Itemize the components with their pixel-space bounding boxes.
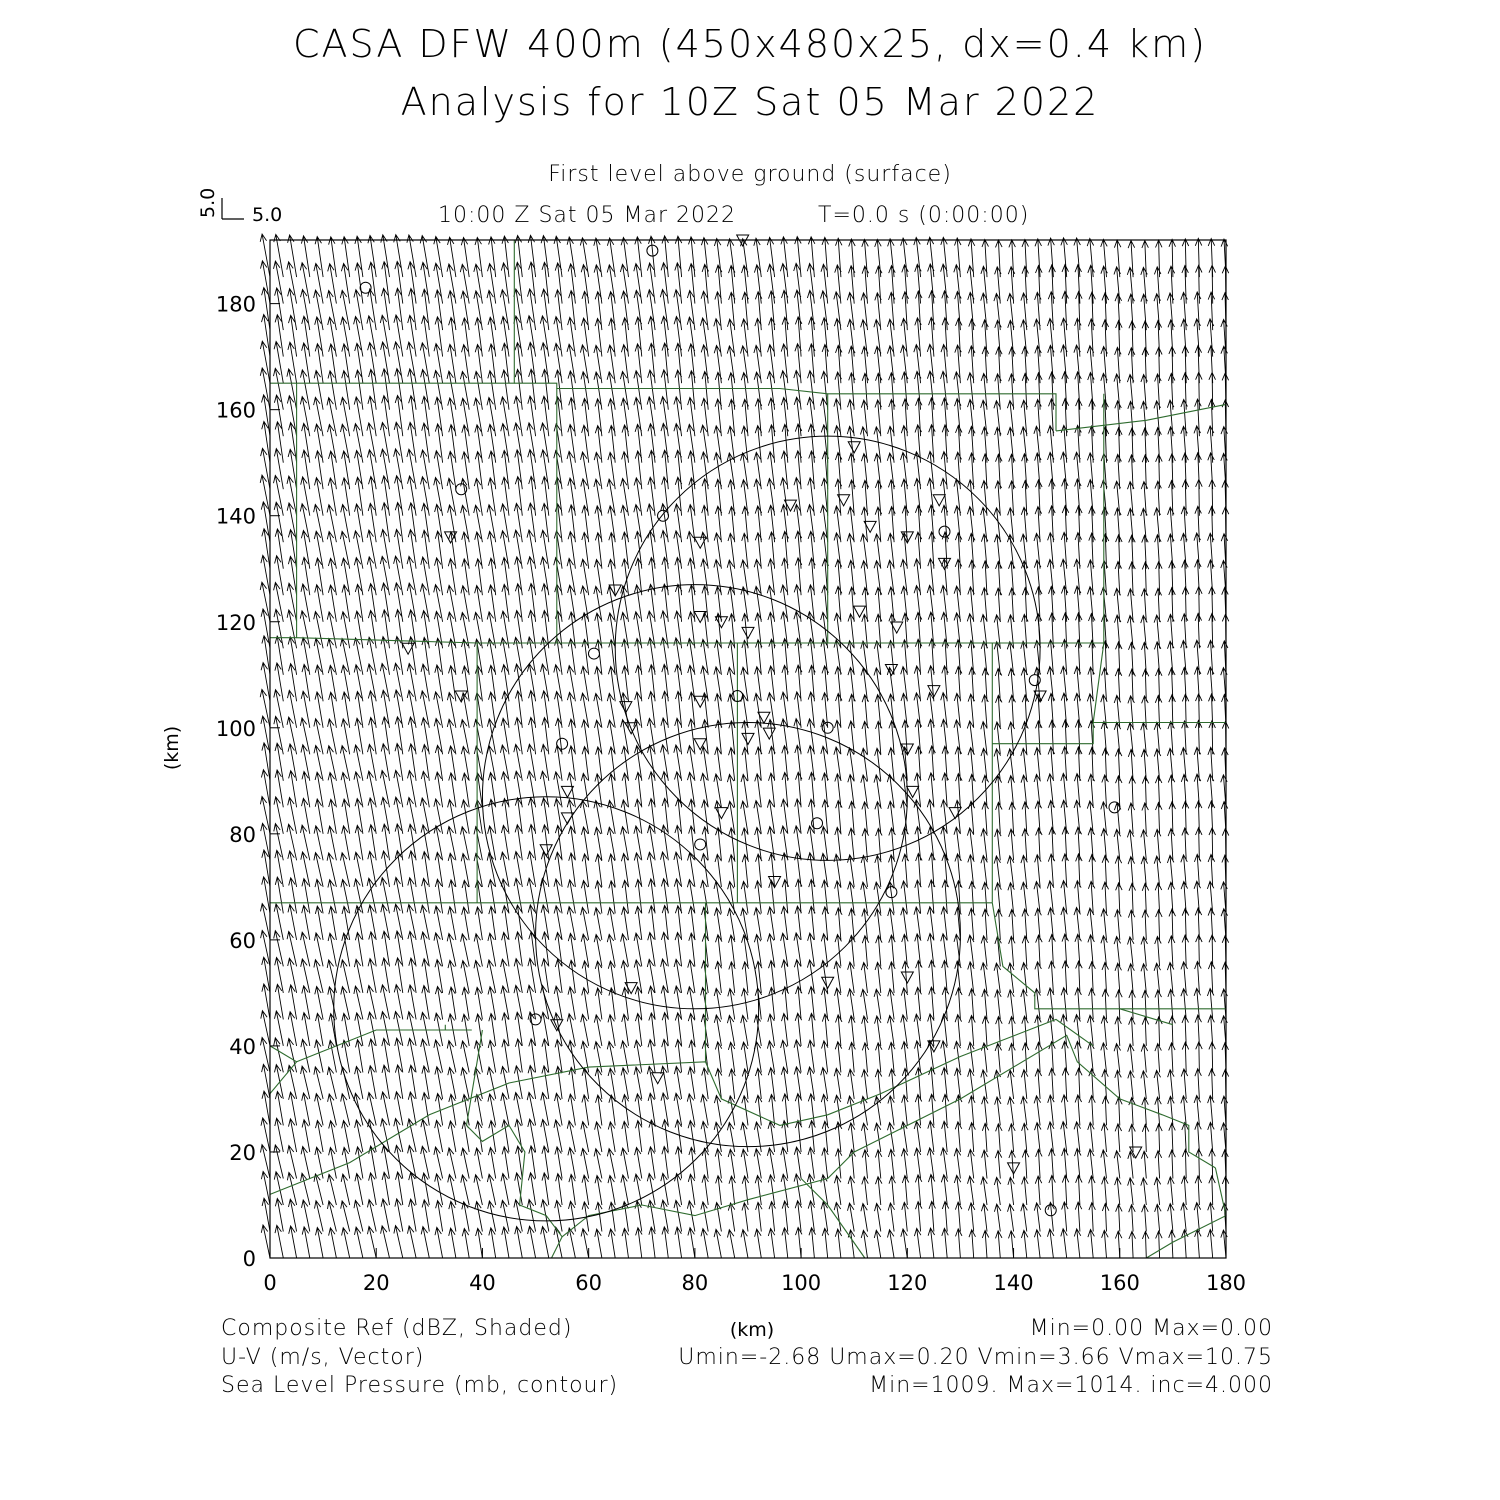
y-tick-label: 180: [215, 292, 256, 317]
y-axis-title: (km): [161, 725, 183, 771]
wind-vector-field: [260, 234, 1229, 1258]
station-circle-marker: [557, 738, 568, 749]
station-circle-marker: [939, 526, 950, 537]
forecast-time-label: T=0.0 s (0:00:00): [818, 203, 1030, 228]
vector-key: [197, 188, 282, 226]
station-triangle-marker: [933, 495, 945, 506]
footer-field1-label: Composite Ref (dBZ, Shaded): [221, 1316, 573, 1341]
station-circle-marker: [1029, 675, 1040, 686]
station-circle-marker: [588, 648, 599, 659]
vector-key-u-label: 5.0: [252, 204, 283, 226]
x-tick-label: 100: [781, 1271, 822, 1295]
station-circle-marker: [360, 282, 371, 293]
footer-field2-stats: Umin=-2.68 Umax=0.20 Vmin=3.66 Vmax=10.75: [678, 1345, 1273, 1370]
station-circle-marker: [658, 510, 669, 521]
x-tick-label: 40: [469, 1271, 496, 1295]
vector-key-v-label: 5.0: [197, 187, 219, 218]
x-tick-label: 120: [887, 1271, 928, 1295]
station-triangle-marker: [551, 1020, 563, 1031]
station-triangle-marker: [822, 977, 834, 988]
x-tick-label: 80: [681, 1271, 709, 1295]
station-circle-marker: [1109, 802, 1120, 813]
x-axis-ticks: [263, 1248, 1246, 1295]
valid-time-label: 10:00 Z Sat 05 Mar 2022: [438, 203, 736, 228]
radar-range-rings: [334, 436, 1040, 1221]
footer-field3-stats: Min=1009. Max=1014. inc=4.000: [869, 1373, 1273, 1398]
y-tick-label: 0: [242, 1247, 256, 1271]
station-triangle-marker: [742, 733, 754, 744]
footer-field2-label: U-V (m/s, Vector): [221, 1345, 425, 1370]
y-tick-label: 80: [229, 822, 256, 847]
level-subtitle: First level above ground (surface): [548, 162, 952, 187]
y-tick-label: 120: [215, 610, 256, 635]
county-line: [297, 638, 478, 903]
station-circle-marker: [695, 839, 706, 850]
x-axis-title: (km): [729, 1319, 775, 1341]
station-triangle-marker: [763, 728, 775, 739]
chart-title-line1: CASA DFW 400m (450x480x25, dx=0.4 km): [292, 22, 1207, 66]
station-triangle-marker: [694, 696, 706, 707]
x-tick-label: 140: [993, 1271, 1034, 1295]
y-tick-label: 20: [229, 1140, 256, 1165]
x-tick-label: 180: [1205, 1271, 1247, 1295]
station-triangle-marker: [742, 627, 754, 638]
station-triangle-marker: [652, 1073, 664, 1084]
x-tick-label: 60: [575, 1271, 603, 1295]
county-line: [801, 1179, 865, 1259]
county-line: [992, 903, 1226, 1009]
y-tick-label: 100: [215, 716, 256, 741]
county-line: [1093, 643, 1226, 723]
x-tick-label: 0: [263, 1271, 277, 1295]
y-tick-label: 140: [215, 504, 256, 529]
footer-field3-label: Sea Level Pressure (mb, contour): [221, 1373, 619, 1398]
x-tick-label: 160: [1099, 1271, 1140, 1295]
wind-vectors: [260, 234, 1229, 1258]
station-triangle-marker: [949, 808, 961, 819]
y-tick-label: 160: [215, 398, 256, 423]
station-triangle-marker: [901, 972, 913, 983]
chart-title-line2: Analysis for 10Z Sat 05 Mar 2022: [400, 80, 1100, 124]
station-triangle-marker: [848, 442, 860, 453]
y-tick-label: 60: [229, 928, 256, 953]
x-tick-label: 20: [362, 1271, 390, 1295]
county-line: [828, 394, 1104, 643]
y-tick-label: 40: [229, 1034, 256, 1059]
station-triangle-marker: [715, 808, 727, 819]
station-triangle-marker: [540, 845, 552, 856]
footer-field1-stats: Min=0.00 Max=0.00: [1029, 1316, 1273, 1341]
